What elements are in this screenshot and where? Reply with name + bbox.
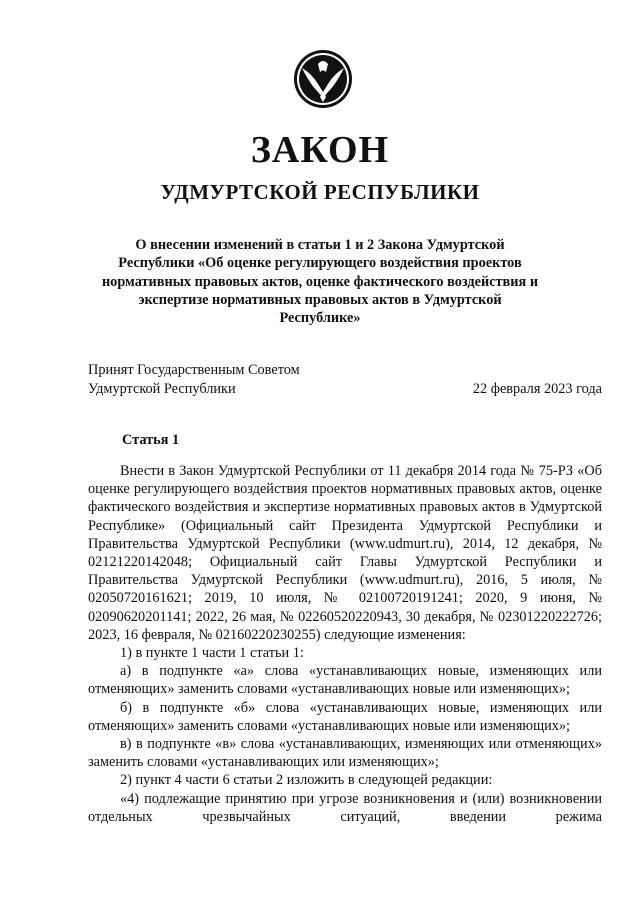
adopted-line-1: Принят Государственным Советом xyxy=(88,362,300,378)
article-heading: Статья 1 xyxy=(122,432,180,448)
article-paragraph: «4) подлежащие принятию при угрозе возникновения и (или) возникновении отдельных чрезвычайных ситуаций, введении режима xyxy=(88,790,602,825)
article-paragraph: 1) в пункте 1 части 1 статьи 1: xyxy=(120,645,304,662)
adopted-line-2: Удмуртской Республики xyxy=(88,381,236,397)
document-subtitle: УДМУРТСКОЙ РЕСПУБЛИКИ xyxy=(160,180,480,204)
article-paragraph: Внести в Закон Удмуртской Республики от 11 декабря 2014 года № 75-РЗ «Об оценке регулирующего воздействия проектов нормативных правовых актов, оценке фактического воздействия и экспертизе нормативных правовых актов в Удмуртской Республике» (Официальный сайт Президента Удмуртской Республики и Правительства Удмуртской Республики (www.udmurt.ru), 2014, 12 декабря, № 02121220142048; Официальный сайт Главы Удмуртской Республики и Правительства Удмуртской Республики (www.udmurt.ru), 2016, 5 июля, № 02050720161621; 2019, 10 июля, № 02100720191241; 2020, 9 июня, № 02090620201141; 2022, 26 мая, № 02260520220943, 30 декабря, № 02301220222726; 2023, 16 февраля, № 02160220230255) следующие изменения: xyxy=(88,463,602,643)
article-paragraph: а) в подпункте «а» слова «устанавливающих новые, изменяющих или отменяющих» заменить словами «устанавливающих новые или изменяющих»; xyxy=(88,663,602,698)
adoption-date: 22 февраля 2023 года xyxy=(472,381,602,397)
article-paragraph: б) в подпункте «б» слова «устанавливающих новые, изменяющих или отменяющих» заменить словами «устанавливающих новые или изменяющих»; xyxy=(88,699,602,734)
coat-of-arms-emblem xyxy=(292,48,354,110)
law-subject: О внесении изменений в статьи 1 и 2 Закона Удмуртской Республики «Об оценке регулирующего воздействия проектов нормативных правовых актов, оценке фактического воздействия и экспертизе нормативных правовых актов в Удмуртской Республике» xyxy=(101,237,539,327)
article-body xyxy=(88,462,602,826)
article-paragraph: в) в подпункте «в» слова «устанавливающих, изменяющих или отменяющих» заменить словами «устанавливающих или изменяющих»; xyxy=(88,736,602,771)
article-paragraph: 2) пункт 4 части 6 статьи 2 изложить в следующей редакции: xyxy=(120,772,493,789)
adopted-block xyxy=(88,361,300,399)
document-title: ЗАКОН xyxy=(250,129,390,171)
